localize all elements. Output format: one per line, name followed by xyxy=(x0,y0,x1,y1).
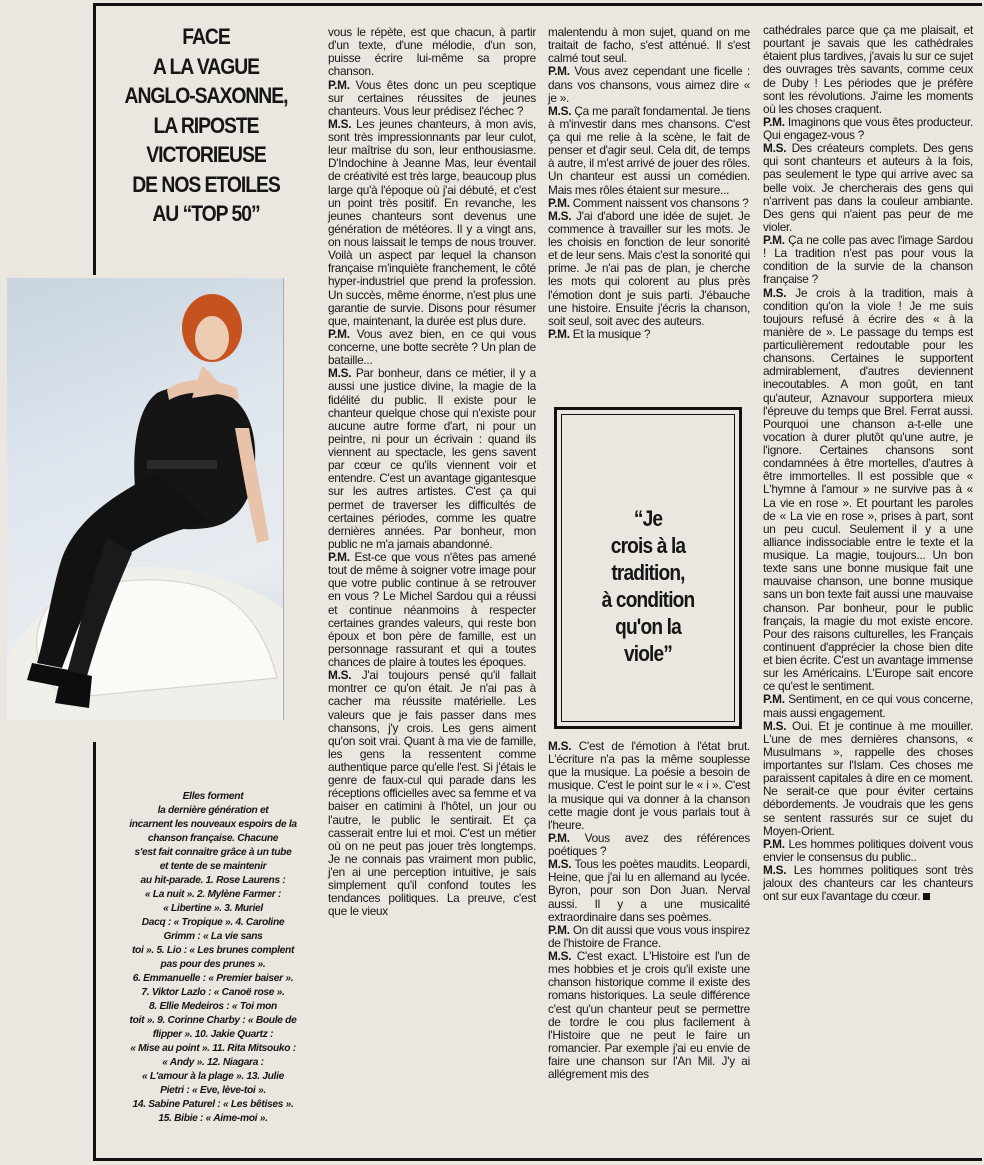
interview-paragraph xyxy=(548,328,750,341)
caption-line: chanson française. Chacune xyxy=(147,833,279,844)
pull-quote-line: qu'on la xyxy=(615,614,681,639)
interview-paragraph xyxy=(548,105,750,197)
belt xyxy=(147,460,217,469)
speaker-tag: M.S. xyxy=(548,103,572,118)
speaker-tag: P.M. xyxy=(548,195,570,210)
speaker-tag: P.M. xyxy=(328,77,350,92)
top-rule xyxy=(93,3,982,6)
caption-line: 7. Viktor Lazlo : « Canoë rose ». xyxy=(141,987,285,998)
speaker-tag: M.S. xyxy=(328,366,352,381)
singer-photo xyxy=(7,278,284,720)
interview-paragraph xyxy=(763,693,973,719)
paragraph-text: Ça me paraît fondamental. Je tiens à m'investir dans mes chansons. C'est ça qui me relie à la scène, le fait de penser et d'agir seul. Cela dit, de temps à autre, il m'est arrivé de jouer des rôles. Un chanteur est aussi un comédien. Mais mes rôles étaient sur mesure... xyxy=(548,103,751,197)
interview-paragraph xyxy=(328,551,536,669)
paragraph-text: Vous avez cependant une ficelle : dans vos chansons, vous aimez dire « je ». xyxy=(548,64,750,105)
paragraph-text: vous le répète, est que chacun, à partir d'un texte, d'une mélodie, d'un son, puisse écrire lui-même sa propre chanson. xyxy=(328,25,536,79)
interview-paragraph xyxy=(548,924,750,950)
caption-line: 14. Sabine Paturel : « Les bêtises ». xyxy=(132,1099,294,1110)
paragraph-text: Imaginons que vous êtes producteur. Qui engagez-vous ? xyxy=(763,114,973,142)
headline-line: DE NOS ETOILES xyxy=(132,171,280,197)
paragraph-text: Les hommes politiques sont très jaloux des chanteurs car les chanteurs ont sur eux l'avantage du cœur. xyxy=(763,863,973,904)
interview-paragraph xyxy=(548,26,750,65)
caption-line: Elles forment xyxy=(182,791,244,802)
caption-line: 6. Emmanuelle : « Premier baiser ». xyxy=(132,973,294,984)
interview-paragraph xyxy=(548,858,750,924)
paragraph-text: Comment naissent vos chansons ? xyxy=(572,195,749,210)
pull-quote-line: à condition xyxy=(601,587,695,612)
photo-caption xyxy=(104,790,322,1126)
paragraph-text: malentendu à mon sujet, quand on me traitait de facho, s'est atténué. Il s'est calmé tout seul. xyxy=(548,25,750,66)
paragraph-text: Par bonheur, dans ce métier, il y a aussi une justice divine, la magie de la fidélité du public. Il existe pour le chanteur quelque chose qui n'existe pour aucune autre forme d'art, ni pour un peintre, ni pour un écrivain : quand ils viennent au spectacle, les gens savent par cœur ce qu'ils viennent voir et entendre. C'est un avantage gigantesque sur les autres artistes. C'est ça qui permet de traverser les difficultés de certaines périodes, comme les quatre dernières années. Par bonheur, mon public ne m'a jamais abandonné. xyxy=(328,366,536,551)
interview-paragraph xyxy=(548,832,750,858)
speaker-tag: P.M. xyxy=(763,692,785,707)
paragraph-text: C'est de l'émotion à l'état brut. L'écriture n'a pas la même souplesse que la musique. La poésie a besoin de musique. C'est le point sur le « i ». C'est la musique qui va donner à la chanson cette magie dont je vous parlais tout à l'heure. xyxy=(548,739,751,832)
interview-paragraph xyxy=(763,864,973,903)
paragraph-text: C'est exact. L'Histoire est l'un de mes hobbies et je crois qu'il existe une chanson historique comme il existe des romans historiques. La seule différence c'est qu'un chanteur peut se permettre de tordre le cou plus facilement à l'Histoire que ne peut le faire un romancier. Par exemple j'ai eu envie de faire une chanson sur l'An Mil. J'y ai allégrement mis des xyxy=(548,949,750,1082)
interview-paragraph xyxy=(328,118,536,328)
headline-line: A LA VAGUE xyxy=(152,53,260,79)
caption-line: flipper ». 10. Jakie Quartz : xyxy=(152,1029,274,1040)
bottom-rule xyxy=(93,1158,982,1161)
speaker-tag: P.M. xyxy=(763,836,785,851)
interview-paragraph xyxy=(763,142,973,234)
left-rule-lower xyxy=(93,742,96,1160)
speaker-tag: M.S. xyxy=(548,949,572,963)
interview-paragraph xyxy=(763,116,973,142)
paragraph-text: Les jeunes chanteurs, à mon avis, sont très impressionnants par leur culot, leur maîtrise du son, leur enthousiasme. D'Indochine à Jeanne Mas, leur éventail de créativité est très large, beaucoup plus large qu'à l'époque où j'ai débuté, et c'est un point très positif. En revanche, les jeunes chanteurs sont devenus une génération de météores. Il y a vingt ans, on nous laissait le temps de nous trouver. Voilà un aspect par lequel la chanson française m'inquiète franchement, le côté hyper-industriel que prend la profession. Un succès, même énorme, n'est plus une garantie de survie. Disons pour résumer que, maintenant, la durée est plus dure. xyxy=(328,116,536,328)
caption-line: toit ». 9. Corinne Charby : « Boule de xyxy=(129,1015,297,1026)
speaker-tag: P.M. xyxy=(328,326,350,341)
speaker-tag: P.M. xyxy=(763,233,785,247)
article-column-2-bottom xyxy=(548,740,750,1081)
article-headline xyxy=(111,22,300,229)
speaker-tag: P.M. xyxy=(548,326,570,341)
paragraph-text: Vous avez des références poétiques ? xyxy=(548,830,750,858)
headline-line: ANGLO-SAXONNE, xyxy=(124,83,288,108)
caption-line: « Mise au point ». 11. Rita Mitsouko : xyxy=(130,1043,296,1054)
interview-paragraph xyxy=(548,950,750,1081)
paragraph-text: Des créateurs complets. Des gens qui sont chanteurs et auteurs à la fois, pas seulement le type qui arrive avec sa belle voix. Je chercherais des gens qui n'arrivent pas dans la couleur ambiante. Des gens qui n'aient pas peur de me violer. xyxy=(763,141,973,234)
pull-quote-line: crois à la xyxy=(610,533,686,558)
paragraph-text: Tous les poètes maudits. Leopardi, Heine, que j'ai lu en allemand au lycée. Byron, pour son Don Juan. Nerval aussi. Il y a une musicalité extraordinaire dans ses poèmes. xyxy=(548,857,750,924)
caption-line: et tente de se maintenir xyxy=(159,861,267,872)
caption-line: incarnent les nouveaux espoirs de la xyxy=(129,819,297,830)
headline-line: LA RIPOSTE xyxy=(153,112,259,138)
interview-paragraph xyxy=(328,79,536,118)
speaker-tag: P.M. xyxy=(763,114,785,129)
paragraph-text: Oui. Et je continue à me mouiller. L'une de mes dernières chansons, « Musulmans », rappelle des choses importantes sur l'Islam. Ces choses me paraissent capitales à dire en ce moment. Ne serait-ce que pour éviter certains débordements. Je voudrais que les gens se sentent rassurés sur ce sujet du Moyen-Orient. xyxy=(763,718,974,838)
speaker-tag: M.S. xyxy=(548,208,572,223)
pull-quote-line: tradition, xyxy=(611,560,685,585)
speaker-tag: P.M. xyxy=(328,550,350,564)
speaker-tag: P.M. xyxy=(548,922,570,937)
end-of-article-mark xyxy=(923,893,930,900)
article-column-3 xyxy=(763,24,973,903)
interview-paragraph xyxy=(763,24,973,116)
paragraph-text: Je crois à la tradition, mais à condition qu'on la viole ! Je me suis toujours refusé à écrire des « à la manière de ». Le passage du temps est particulièrement redoutable pour les chansons. Certaines le supportent admirablement, d'autres deviennent inecoutables. A mon goût, en tant qu'auteur, Aznavour supportera mieux l'épreuve du temps que Brel. Ferrat aussi. Pourquoi une chanson a-t-elle une vocation à durer plutôt qu'une autre, je l'ignore. Certaines chansons sont condamnées à être mortelles, d'autres à être immortelles. Il est possible que « L'hymne à l'amour » ne survive pas à « La vie en rose ». Et pourtant les paroles de « La vie en rose », prises à part, sont un peu cucul. Seulement il y a une alliance indissociable entre le texte et la musique. La magie, toujours... Un bon texte sans une bonne musique fait une mauvaise chanson, une bonne musique sans un bon texte fait aussi une mauvaise chanson. Par bonheur, pour le public français, la magie du mot existe encore. Pour des raisons culturelles, les Français continuent d'apprécier la chose bien dite et bien écrite. C'est un avantage immense sur les Américains. L'Europe sait encore ce qu'est le sentiment. xyxy=(763,285,973,694)
speaker-tag: M.S. xyxy=(548,857,572,872)
headline-line: AU “TOP 50” xyxy=(152,201,260,226)
paragraph-text: cathédrales parce que ça me plaisait, et pourtant je savais que les cathédrales étaient plus tardives, j'avais lu sur ce sujet des ouvrages très savants, comme ceux de Duby ! Les périodes que je préfère sont les révolutions. J'aime les moments où les choses craquent. xyxy=(763,23,973,116)
speaker-tag: M.S. xyxy=(548,739,572,753)
caption-line: « La nuit ». 2. Mylène Farmer : xyxy=(144,889,282,900)
article-column-1 xyxy=(328,26,536,919)
pull-quote-box xyxy=(554,407,742,729)
pull-quote-inner-border xyxy=(561,414,735,722)
interview-paragraph xyxy=(548,210,750,328)
speaker-tag: P.M. xyxy=(548,830,570,845)
singer-photo-illustration xyxy=(7,278,283,720)
paragraph-text: J'ai d'abord une idée de sujet. Je commence à travailler sur les mots. Je les choisis en fonction de leur sonorité et de leur sens. Mais c'est la sonorité qui prime. Je n'ai pas de plan, je cherche les mots qui colorent au plus près l'émotion dont je suis parti. J'ébauche une histoire. Ensuite j'écris la chanson, soit seul, soit avec des auteurs. xyxy=(548,208,750,328)
interview-paragraph xyxy=(763,720,973,838)
caption-line: la dernière génération et xyxy=(157,805,269,816)
caption-line: 15. Bibie : « Aime-moi ». xyxy=(158,1113,268,1124)
paragraph-text: On dit aussi que vous vous inspirez de l'histoire de France. xyxy=(548,922,750,950)
caption-line: toi ». 5. Lio : « Les brunes complent xyxy=(131,945,295,956)
speaker-tag: M.S. xyxy=(763,285,787,300)
paragraph-text: Sentiment, en ce qui vous concerne, mais aussi engagement. xyxy=(763,692,973,720)
caption-line: Grimm : « La vie sans xyxy=(163,931,263,942)
interview-paragraph xyxy=(328,328,536,367)
speaker-tag: P.M. xyxy=(548,64,570,79)
interview-paragraph xyxy=(763,287,973,694)
interview-paragraph xyxy=(328,669,536,918)
caption-line: Pietri : « Eve, lève-toi ». xyxy=(160,1085,266,1096)
headline-line: VICTORIEUSE xyxy=(146,142,266,167)
pull-quote xyxy=(575,505,721,667)
pull-quote-line: “Je xyxy=(633,506,663,531)
caption-line: Dacq : « Tropique ». 4. Caroline xyxy=(141,917,285,928)
interview-paragraph xyxy=(763,838,973,864)
speaker-tag: M.S. xyxy=(328,116,352,131)
paragraph-text: Est-ce que vous n'êtes pas amené tout de même à soigner votre image pour que votre public continue à se retrouver en vous ? Le Michel Sardou qui a réussi et continue néanmoins à respecter certaines grandes valeurs, qui reste bon époux et bon père de famille, est un personnage rassurant et qui a toutes chances de plaire à toutes les époques. xyxy=(328,550,536,669)
speaker-tag: M.S. xyxy=(763,863,787,877)
speaker-tag: M.S. xyxy=(763,718,787,733)
interview-paragraph xyxy=(763,234,973,287)
headline-line: FACE xyxy=(182,24,230,49)
pull-quote-line: viole” xyxy=(623,641,673,666)
interview-paragraph xyxy=(328,367,536,551)
interview-paragraph xyxy=(548,65,750,104)
caption-line: « Libertine ». 3. Muriel xyxy=(163,903,263,914)
article-column-2-top xyxy=(548,26,750,341)
paragraph-text: Et la musique ? xyxy=(572,326,651,341)
interview-paragraph xyxy=(328,26,536,79)
face xyxy=(195,316,229,360)
paragraph-text: J'ai toujours pensé qu'il fallait montrer ce qu'on était. Je n'ai pas à cacher ma réussite matérielle. Les valeurs que je fais passer dans mes chansons, j'y crois. Les gens aiment qu'on soit vrai. Quant à ma vie de famille, les gens la ressentent comme authentique parce qu'elle l'est. Si j'étais le genre de faux-cul qui parade dans les réceptions officielles avec sa femme et va baiser en catimini à l'hôtel, un jour ou l'autre, le public le sentirait. Et ça casserait entre lui et moi. C'est un métier où on ne peut pas jouer très longtemps. Je ne connais pas vraiment mon public, j'en ai une perception intuitive, je sais simplement qu'il confond toutes les tendances politiques. La preuve, c'est que le vieux xyxy=(328,668,536,919)
speaker-tag: M.S. xyxy=(328,668,352,683)
paragraph-text: Vous avez bien, en ce qui vous concerne, une botte secrète ? Un plan de bataille... xyxy=(328,326,536,368)
caption-line: 8. Ellie Medeiros : « Toi mon xyxy=(149,1001,277,1012)
caption-line: s'est fait connaitre grâce à un tube xyxy=(134,847,292,858)
caption-line: « Andy ». 12. Niagara : xyxy=(162,1057,264,1068)
interview-paragraph xyxy=(548,740,750,832)
paragraph-text: Vous êtes donc un peu sceptique sur certaines réussites de jeunes chanteurs. Vous leur prédisez l'échec ? xyxy=(328,77,536,118)
paragraph-text: Les hommes politiques doivent vous envier le consensus du public.. xyxy=(763,836,974,864)
left-rule-upper xyxy=(93,3,96,275)
paragraph-text: Ça ne colle pas avec l'image Sardou ! La tradition n'est pas pour vous la condition de la survie de la chanson française ? xyxy=(763,233,973,287)
caption-line: au hit-parade. 1. Rose Laurens : xyxy=(140,875,286,886)
speaker-tag: M.S. xyxy=(763,141,787,156)
caption-line: « L'amour à la plage ». 13. Julie xyxy=(141,1071,284,1082)
caption-line: pas pour des prunes ». xyxy=(160,959,266,970)
